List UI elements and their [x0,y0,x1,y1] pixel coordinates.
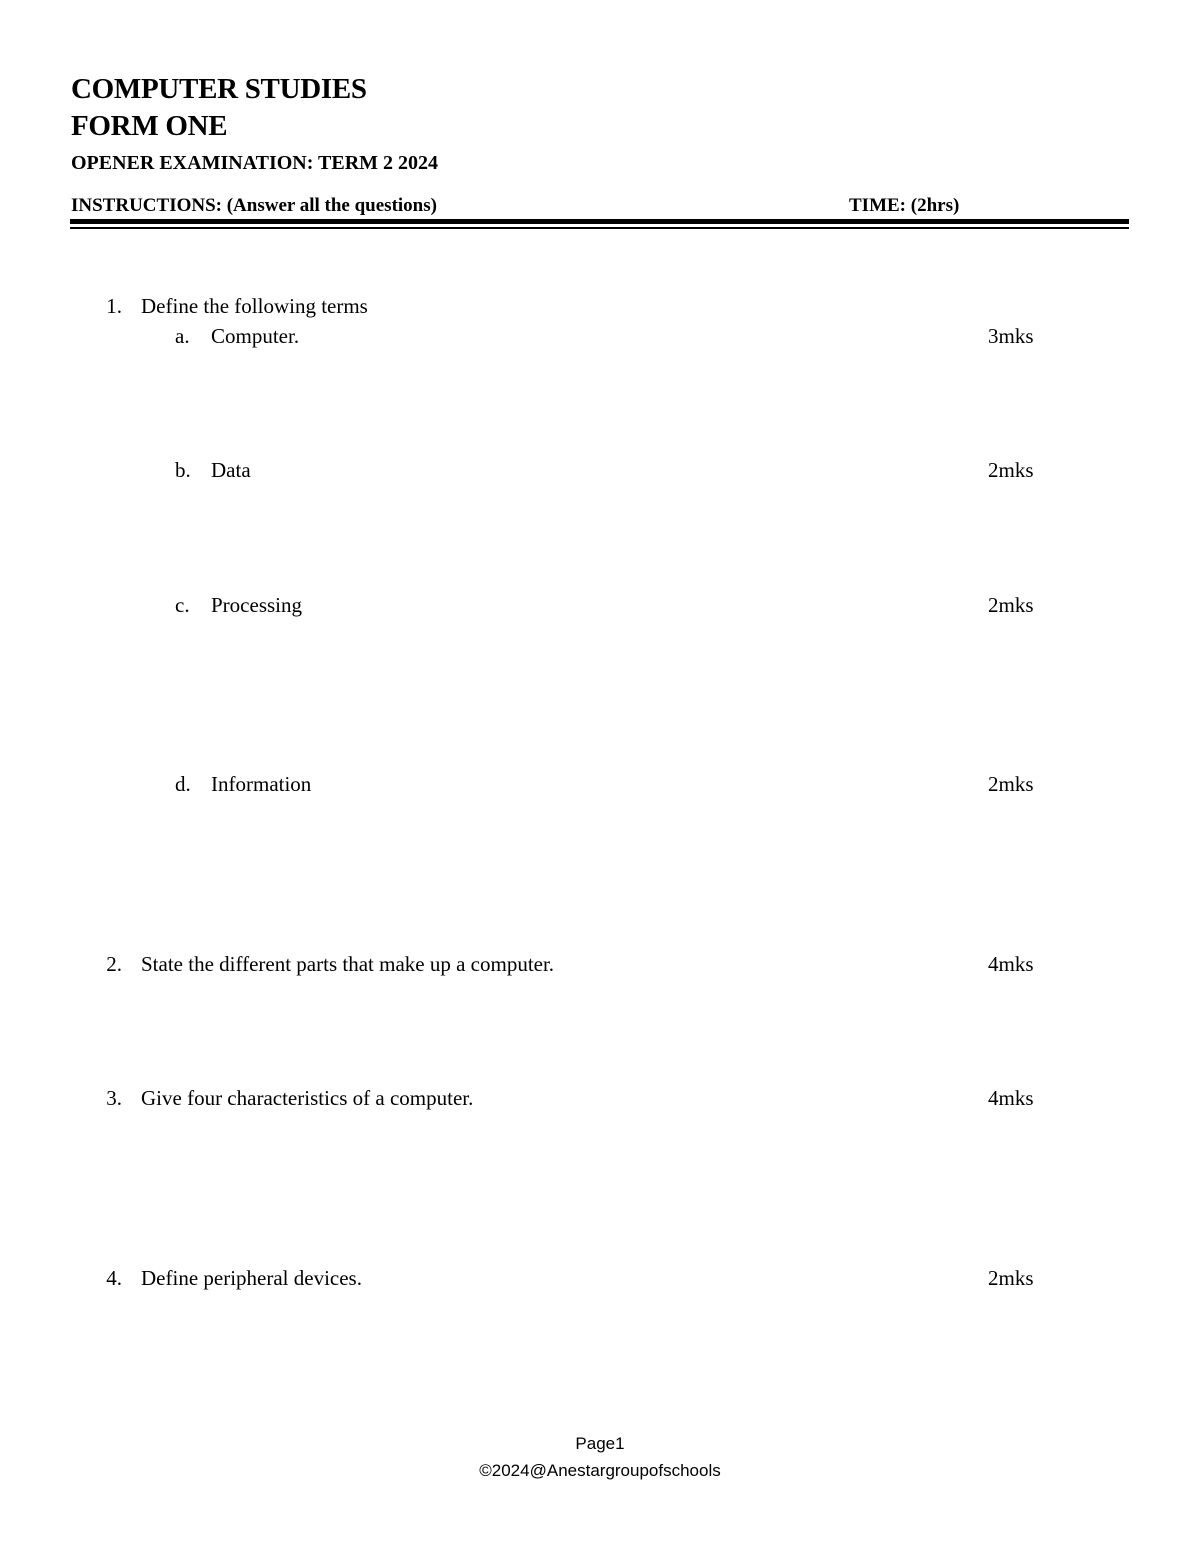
question-1b-marks: 2mks [988,458,1034,482]
question-1c-marks: 2mks [988,593,1034,617]
question-1a-text: Computer. [211,324,300,348]
question-2-number: 2. [106,952,122,976]
header-divider-thin [70,227,1129,229]
question-1d-letter: d. [175,772,191,796]
question-1c-text: Processing [211,593,302,617]
question-4-text: Define peripheral devices. [141,1266,362,1290]
time-label: TIME: (2hrs) [849,195,960,216]
question-1d-marks: 2mks [988,772,1034,796]
question-1a-marks: 3mks [988,324,1034,348]
footer-copyright: ©2024@Anestargroupofschools [479,1461,721,1480]
question-1b-letter: b. [175,458,191,482]
question-2-text: State the different parts that make up a computer. [141,952,555,976]
question-1a-letter: a. [175,324,190,348]
question-2-marks: 4mks [988,952,1034,976]
header-divider-thick [70,219,1129,224]
subject-title: COMPUTER STUDIES [71,73,367,105]
instructions-label: INSTRUCTIONS: (Answer all the questions) [71,195,437,216]
question-4-number: 4. [106,1266,122,1290]
question-1c-letter: c. [175,593,190,617]
question-4-marks: 2mks [988,1266,1034,1290]
question-1-text: Define the following terms [141,294,368,318]
question-1-number: 1. [106,294,122,318]
question-3-number: 3. [106,1086,122,1110]
question-3-marks: 4mks [988,1086,1034,1110]
question-3-text: Give four characteristics of a computer. [141,1086,474,1110]
exam-title: OPENER EXAMINATION: TERM 2 2024 [71,152,439,174]
form-title: FORM ONE [71,110,228,142]
question-1b-text: Data [211,458,251,482]
question-1d-text: Information [211,772,312,796]
footer-page-number: Page1 [575,1434,625,1453]
